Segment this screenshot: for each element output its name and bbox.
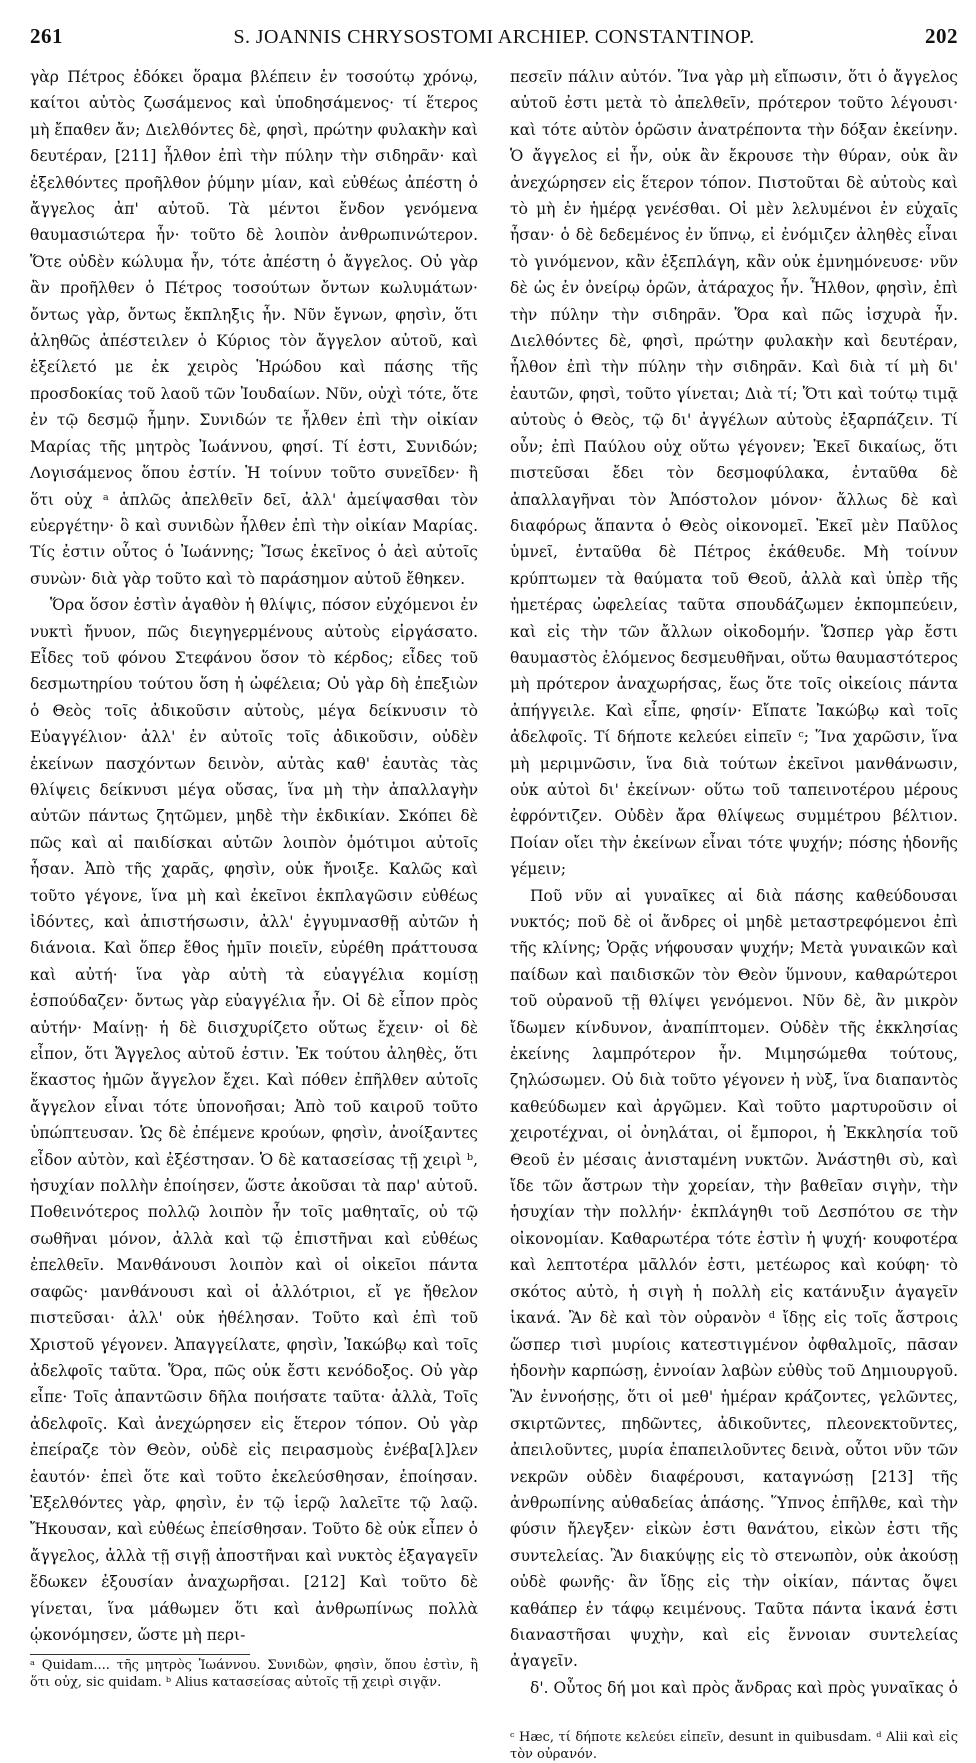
right-column: [510, 64, 958, 1763]
footnote-a-b: ᵃ Quidam.... τῆς μητρὸς Ἰωάννου. Συνιδὼν, φησὶν, ὅπου ἐστὶν, ἢ ὅτι οὐχ, sic quidam. ᵇ Alius κατασείσας αὐτοῖς τῇ χειρὶ σιγᾷν.: [30, 1658, 478, 1691]
footnote-c-d: ᶜ Hæc, τί δήποτε κελεύει εἰπεῖν, desunt in quibusdam. ᵈ Alii καὶ εἰς τὸν οὐρανόν.: [510, 1730, 958, 1763]
running-header: [30, 24, 958, 54]
left-paragraph-1: γὰρ Πέτρος ἐδόκει ὅραμα βλέπειν ἐν τοσούτῳ χρόνῳ, καίτοι αὐτὸς ζωσάμενος καὶ ὑποδησάμενος· τί ἕτερος μὴ ἔπαθεν ἄν; Διελθόντες δὲ, φησὶ, πρώτην φυλακὴν καὶ δευτέραν, [211] ἦλθον ἐπὶ τὴν πύλην τὴν σιδηρᾶν· καὶ ἐξελθόντες προῆλθον ῥύμην μίαν, καὶ εὐθέως ἀπέστη ὁ ἄγγελος ἀπ' αὐτοῦ. Τὰ μέντοι ἔνδον γενόμενα θαυμασιώτερα ἦν· τοῦτο δὲ λοιπὸν ἀνθρωπινώτερον. Ὅτε οὐδὲν κώλυμα ἦν, τότε ἀπέστη ὁ ἄγγελος. Οὐ γὰρ ἂν προῆλθεν ὁ Πέτρος τοσούτων ὄντων κωλυμάτων· ὄντως γὰρ, ὄντως ἔκπληξις ἦν. Νῦν ἔγνων, φησὶν, ὅτι ἀληθῶς ἀπέστειλεν ὁ Κύριος τὸν ἄγγελον αὐτοῦ, καὶ ἐξείλετό με ἐκ χειρὸς Ἡρώδου καὶ πάσης τῆς προσδοκίας τοῦ λαοῦ τῶν Ἰουδαίων. Νῦν, οὐχὶ τότε, ὅτε ἐν τῷ δεσμῷ ἦμην. Συνιδών τε ἦλθεν ἐπὶ τὴν οἰκίαν Μαρίας τῆς μητρὸς Ἰωάννου, φησί. Τί ἐστι, Συνιδών; Λογισάμενος ὅπου ἐστίν. Ἡ τοίνυν τοῦτο συνεῖδεν· ἢ ὅτι οὐχ ᵃ ἁπλῶς ἀπελθεῖν δεῖ, ἀλλ' ἀμείψασθαι τὸν εὐεργέτην· ὃ καὶ συνιδὼν ἦλθεν ἐπὶ τὴν οἰκίαν Μαρίας. Τίς ἐστιν οὗτος ὁ Ἰωάννης; Ἴσως ἐκεῖνος ὁ ἀεὶ αὐτοῖς συνὼν· διὰ γὰρ τοῦτο καὶ τὸ παράσημον αὐτοῦ ἔθηκεν.: [30, 68, 478, 588]
text-columns: [30, 64, 958, 1763]
right-paragraph-2: Ποῦ νῦν αἱ γυναῖκες αἱ διὰ πάσης καθεύδουσαι νυκτός; ποῦ δὲ οἱ ἄνδρες οἱ μηδὲ μεταστρεφόμενοι ἐπὶ τῆς κλίνης; Ὁρᾷς νήφουσαν ψυχήν; Μετὰ γυναικῶν καὶ παίδων καὶ παιδισκῶν τὸν Θεὸν ὕμνουν, καθαρώτεροι τοῦ οὐρανοῦ τῇ θλίψει γενόμενοι. Νῦν δὲ, ἂν μικρὸν ἴδωμεν κίνδυνον, ἀναπίπτομεν. Οὐδὲν τῆς ἐκκλησίας ἐκείνης λαμπρότερον ἦν. Μιμησώμεθα τούτους, ζηλώσωμεν. Οὐ διὰ τοῦτο γέγονεν ἡ νὺξ, ἵνα διαπαντὸς καθεύδωμεν καὶ ἀργῶμεν. Καὶ τοῦτο μαρτυροῦσιν οἱ χειροτέχναι, οἱ ὀνηλάται, οἱ ἔμποροι, ἡ Ἐκκλησία τοῦ Θεοῦ ἐν μέσαις ἀνισταμένη νυκτῶν. Ἀνάστηθι σὺ, καὶ ἴδε τῶν ἄστρων τὴν χορείαν, τὴν βαθεῖαν σιγὴν, τὴν ἡσυχίαν τὴν πολλήν· ἐκπλάγηθι τοῦ Δεσπότου σε τὴν οἰκονομίαν. Καθαρωτέρα τότε ἐστὶν ἡ ψυχή· κουφοτέρα καὶ λεπτοτέρα μᾶλλόν ἐστι, μετέωρος καὶ κούφη· τὸ σκότος αὐτὸ, ἡ σιγὴ ἡ πολλὴ εἰς κατάνυξιν ἀγαγεῖν ἱκανά. Ἂν δὲ καὶ τὸν οὐρανὸν ᵈ ἴδῃς εἰς τοῖς ἄστροις ὥσπερ τισὶ μυρίοις κατεστιγμένον ὀφθαλμοῖς, πᾶσαν ἡδονὴν καρπώσῃ, ἐννοίαν λαβὼν εὐθὺς τοῦ Δημιουργοῦ. Ἂν ἐννοήσῃς, ὅτι οἱ μεθ' ἡμέραν κράζοντες, γελῶντες, σκιρτῶντες, πηδῶντες, ἀδικοῦντες, πλεονεκτοῦντες, ἀπειλοῦντες, μυρία ἐπαπειλοῦντες δεινὰ, οὗτοι νῦν τῶν νεκρῶν οὐδὲν διαφέρουσι, καταγνώσῃ [213] τῆς ἀνθρωπίνης αὐθαδείας ἁπάσης. Ὕπνος ἐπῆλθε, καὶ τὴν φύσιν ἤλεγξεν· εἰκὼν ἐστι θανάτου, εἰκὼν ἐστι τῆς συντελείας. Ἂν διακύψῃς εἰς τὸ στενωπὸν, οὐκ ἀκούσῃ οὐδὲ φωνῆς· ἂν ἴδῃς εἰς τὴν οἰκίαν, πάντας ὄψει καθάπερ ἐν τάφῳ κειμένους. Ταῦτα πάντα ἱκανά ἐστι διαναστῆσαι ψυχὴν, καὶ εἰς ἔννοιαν συντελείας ἀγαγεῖν.: [510, 886, 958, 1671]
running-title: S. JOANNIS CHRYSOSTOMI ARCHIEP. CONSTANTINOP.: [233, 26, 755, 48]
page-number-right: 202: [925, 24, 958, 48]
left-column: [30, 64, 478, 1763]
right-paragraph-1: πεσεῖν πάλιν αὐτόν. Ἵνα γὰρ μὴ εἴπωσιν, ὅτι ὁ ἄγγελος αὐτοῦ ἐστι μετὰ τὸ ἀπελθεῖν, πρότερον τοῦτο λέγουσι· καὶ τότε αὐτὸν ὁρῶσιν ἀνατρέποντα τὴν δόξαν ἐκείνην. Ὁ ἄγγελος εἰ ἦν, οὐκ ἂν ἔκρουσε τὴν θύραν, οὐκ ἂν ἀνεχώρησεν εἰς ἕτερον τόπον. Πιστοῦται δὲ αὐτοὺς καὶ τὸ μὴ ἐν ἡμέρᾳ γενέσθαι. Οἱ μὲν λελυμένοι ἐν εὐχαῖς ἦσαν· ὁ δὲ δεδεμένος ἐν ὕπνῳ, εἰ ἐνόμιζεν ἀληθὲς εἶναι τὸ γινόμενον, κἂν ἐξεπλάγη, κἂν οὐκ ἐμνημόνευσε· νῦν δὲ ὡς ἐν ὀνείρῳ ὁρῶν, ἀτάραχος ἦν. Ἦλθον, φησὶν, ἐπὶ τὴν πύλην τὴν σιδηρᾶν. Ὅρα καὶ πῶς ἰσχυρὰ ἦν. Διελθόντες δὲ, φησὶ, πρώτην φυλακὴν καὶ δευτέραν, ἦλθον ἐπὶ τὴν πύλην τὴν σιδηρᾶν. Καὶ διὰ τί μὴ δι' ἑαυτῶν, φησὶ, τοῦτο γίνεται; Διὰ τί; Ὅτι καὶ τούτῳ τιμᾷ αὐτοὺς ὁ Θεὸς, τῷ δι' ἀγγέλων αὐτοὺς ἐξαρπάζειν. Τί οὖν; ἐπὶ Παύλου οὐχ οὕτω γέγονεν; Ἐκεῖ δικαίως, ὅτι πιστεῦσαι ἔδει τὸν δεσμοφύλακα, ἐνταῦθα δὲ ἀπαλλαγῆναι τὸν Ἀπόστολον μόνον· ἄλλως δὲ καὶ διαφόρως ἅπαντα ὁ Θεὸς οἰκονομεῖ. Ἐκεῖ μὲν Παῦλος ὑμνεῖ, ἐνταῦθα δὲ Πέτρος ἐκάθευδε. Μὴ τοίνυν κρύπτωμεν τὰ θαύματα τοῦ Θεοῦ, ἀλλὰ καὶ ὑπὲρ τῆς ἡμετέρας ὠφελείας ταῦτα σπουδάζωμεν ἐκπομπεύειν, καὶ εἰς τὴν τῶν ἄλλων οἰκοδομήν. Ὥσπερ γὰρ ἔστι θαυμαστὸς ἑλόμενος δεσμευθῆναι, οὕτω θαυμαστότερος μὴ πρότερον ἀναχωρήσας, ἕως ὅτε τοῖς οἰκείοις πάντα ἀπήγγειλε. Καὶ εἶπε, φησίν· Εἴπατε Ἰακώβῳ καὶ τοῖς ἀδελφοῖς. Τί δήποτε κελεύει εἰπεῖν ᶜ; Ἵνα χαρῶσιν, ἵνα μὴ μεριμνῶσιν, ἵνα διὰ τούτων ἐκεῖνοι μανθάνωσιν, οὐκ αὐτοὶ δι' ἐκείνων· οὕτω τοῦ ταπεινοτέρου μέρους ἐφρόντιζεν. Οὐδὲν ἄρα θλίψεως συμμέτρου βέλτιον. Ποίαν οἴει τὴν ἐκείνων εἶναι τότε ψυχήν; πόσης ἡδονῆς γέμειν;: [510, 68, 958, 879]
right-paragraph-3: δ'. Οὗτος δή μοι καὶ πρὸς ἄνδρας καὶ πρὸς γυναῖκας ὁ: [530, 1678, 958, 1697]
left-paragraph-2: Ὅρα ὅσον ἐστὶν ἀγαθὸν ἡ θλίψις, πόσον εὐχόμενοι ἐν νυκτὶ ἤνυον, πῶς διεγηγερμένους αὐτοὺς εἰργάσατο. Εἶδες τοῦ φόνου Στεφάνου ὅσον τὸ κέρδος; εἶδες τοῦ δεσμωτηρίου τούτου ὅση ἡ ὠφέλεια; Οὐ γὰρ δὴ ἐπεξιὼν ὁ Θεὸς τοῖς ἀδικοῦσιν αὐτοὺς, μέγα δείκνυσιν τὸ Εὐαγγέλιον· ἀλλ' ἐν αὐτοῖς τοῖς ἀδικοῦσιν, οὐδὲν ἐκείνων πασχόντων δεινὸν, αὐτὰς καθ' ἑαυτὰς τὰς θλίψεις δείκνυσι μέγα οὔσας, ἵνα μὴ τὴν ἀπαλλαγὴν αὐτῶν πάντως ζητῶμεν, μηδὲ τὴν ἐκδικίαν. Σκόπει δὲ πῶς καὶ αἱ παιδίσκαι αὐτῶν λοιπὸν ὁμότιμοι αὐτοῖς ἦσαν. Ἀπὸ τῆς χαρᾶς, φησὶν, οὐκ ἤνοιξε. Καλῶς καὶ τοῦτο γέγονε, ἵνα μὴ καὶ ἐκεῖνοι ἐκπλαγῶσιν εὐθέως ἰδόντες, καὶ ἀπιστήσωσιν, ἀλλ' ἐγγυμνασθῇ αὐτῶν ἡ διάνοια. Καὶ ὅπερ ἔθος ἡμῖν ποιεῖν, εὑρέθη πράττουσα καὶ αὐτή· ἵνα γὰρ αὐτὴ τὰ εὐαγγέλια κομίσῃ ἐσπούδαζεν· ὄντως γὰρ εὐαγγέλια ἦν. Οἱ δὲ εἶπον πρὸς αὐτήν· Μαίνῃ· ἡ δὲ διισχυρίζετο οὕτως ἔχειν· οἱ δὲ εἶπον, ὅτι Ἄγγελος αὐτοῦ ἐστιν. Ἐκ τούτου ἀληθὲς, ὅτι ἕκαστος ἡμῶν ἄγγελον ἔχει. Καὶ πόθεν ἐπῆλθεν αὐτοῖς ἄγγελον εἶναι τότε ὑπονοῆσαι; Ἀπὸ τοῦ καιροῦ τοῦτο ὑπώπτευσαν. Ὡς δὲ ἐπέμενε κρούων, φησὶν, ἀνοίξαντες εἶδον αὐτὸν, καὶ ἐξέστησαν. Ὁ δὲ κατασείσας τῇ χειρὶ ᵇ, ἡσυχίαν πολλὴν ἐποίησεν, ὥστε ἀκοῦσαι τὰ παρ' αὐτοῦ. Ποθεινότερος πολλῷ λοιπὸν ἦν τοῖς μαθηταῖς, οὐ τῷ σωθῆναι μόνον, ἀλλὰ καὶ τῷ ἐπιστῆναι καὶ εὐθέως ἐπελθεῖν. Μανθάνουσι λοιπὸν καὶ οἱ οἰκεῖοι πάντα σαφῶς· μανθάνουσι καὶ οἱ ἀλλότριοι, εἴ γε ἤθελον πιστεῦσαι· ἀλλ' οὐκ ἠθέλησαν. Τοῦτο καὶ ἐπὶ τοῦ Χριστοῦ γέγονεν. Ἀπαγγείλατε, φησὶν, Ἰακώβῳ καὶ τοῖς ἀδελφοῖς ταῦτα. Ὅρα, πῶς οὐκ ἔστι κενόδοξος. Οὐ γὰρ εἶπε· Τοῖς ἀπαντῶσιν δῆλα ποιήσατε ταῦτα· ἀλλὰ, Τοῖς ἀδελφοῖς. Καὶ ἀνεχώρησεν εἰς ἕτερον τόπον. Οὐ γὰρ ἐπείραζε τὸν Θεὸν, οὐδὲ εἰς πειρασμοὺς ἐνέβα[λ]λεν ἑαυτόν· ἐπεὶ ὅτε καὶ τοῦτο ἐκελεύσθησαν, ἐποίησαν. Ἐξελθόντες γὰρ, φησὶν, ἐν τῷ ἱερῷ λαλεῖτε τῷ λαῷ. Ἤκουσαν, καὶ εὐθέως ἐπείσθησαν. Τοῦτο δὲ οὐκ εἶπεν ὁ ἄγγελος, ἀλλὰ τῇ σιγῇ ἀποστῆναι καὶ νυκτὸς ἐξαγαγεῖν ἔδωκεν ἐξουσίαν ἀναχωρῆσαι. [212] Καὶ τοῦτο δὲ γίνεται, ἵνα μάθωμεν ὅτι καὶ ἀνθρωπίνως πολλὰ ᾠκονόμησεν, ὥστε μὴ περι-: [30, 596, 478, 1644]
page-number-left: 261: [30, 24, 63, 48]
